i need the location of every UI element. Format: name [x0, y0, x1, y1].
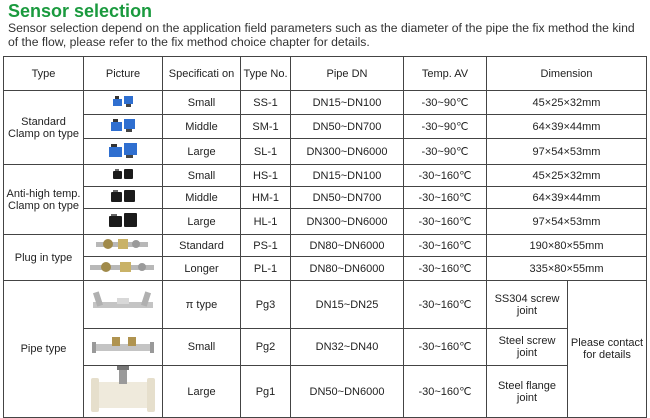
picture-cell	[84, 235, 163, 257]
header-type: Type	[4, 57, 84, 91]
spec-cell: Large	[163, 139, 241, 165]
blue-clamp-sensor-icon	[110, 117, 136, 133]
temp-cell: -30~160℃	[404, 187, 487, 209]
dimension-cell: 45×25×32mm	[487, 165, 647, 187]
table-row	[4, 209, 647, 235]
spec-cell: π type	[163, 281, 241, 329]
dimension-cell: 190×80×55mm	[487, 235, 647, 257]
header-picture: Picture	[84, 57, 163, 91]
header-specification: Specificati on	[163, 57, 241, 91]
plug-in-sensor-icon	[88, 258, 158, 276]
picture-cell	[84, 187, 163, 209]
intro-text: Sensor selection depend on the application field parameters such as the diameter of the pipe the fix method the kind of the flow, please refer to the fix method choice chapter for details.	[8, 21, 635, 49]
table-row	[4, 281, 647, 329]
dimension-cell: 335×80×55mm	[487, 257, 647, 281]
group-standard-clamp: Standard Clamp on type	[4, 91, 84, 165]
table-row	[4, 115, 647, 139]
pipe-dn-cell: DN300~DN6000	[291, 209, 404, 235]
joint-cell: Steel screw joint	[487, 329, 568, 366]
dimension-cell: 64×39×44mm	[487, 187, 647, 209]
spec-cell: Middle	[163, 115, 241, 139]
pipe-dn-cell: DN32~DN40	[291, 329, 404, 366]
pipe-dn-cell: DN50~DN6000	[291, 366, 404, 418]
type-no-cell: SS-1	[241, 91, 291, 115]
spec-cell: Standard	[163, 235, 241, 257]
flange-pipe-sensor-icon	[87, 366, 159, 414]
picture-cell	[84, 165, 163, 187]
picture-cell	[84, 257, 163, 281]
pi-pipe-sensor-icon	[87, 288, 159, 318]
type-no-cell: SM-1	[241, 115, 291, 139]
picture-cell	[84, 91, 163, 115]
pipe-dn-cell: DN50~DN700	[291, 115, 404, 139]
pipe-dn-cell: DN80~DN6000	[291, 257, 404, 281]
temp-cell: -30~160℃	[404, 165, 487, 187]
small-pipe-sensor-icon	[90, 333, 156, 359]
pipe-dn-cell: DN300~DN6000	[291, 139, 404, 165]
pipe-dn-cell: DN80~DN6000	[291, 235, 404, 257]
type-no-cell: SL-1	[241, 139, 291, 165]
table-row	[4, 165, 647, 187]
dimension-cell: 97×54×53mm	[487, 139, 647, 165]
spec-cell: Large	[163, 366, 241, 418]
type-no-cell: Pg2	[241, 329, 291, 366]
pipe-dn-cell: DN15~DN100	[291, 165, 404, 187]
table-row	[4, 235, 647, 257]
blue-clamp-sensor-icon	[112, 94, 134, 108]
temp-cell: -30~160℃	[404, 366, 487, 418]
type-no-cell: HM-1	[241, 187, 291, 209]
dimension-cell: 64×39×44mm	[487, 115, 647, 139]
blue-clamp-sensor-icon	[108, 141, 138, 159]
group-plug-in: Plug in type	[4, 235, 84, 281]
table-row	[4, 366, 647, 418]
pipe-dn-cell: DN15~DN100	[291, 91, 404, 115]
type-no-cell: PL-1	[241, 257, 291, 281]
dimension-cell: 97×54×53mm	[487, 209, 647, 235]
joint-cell: SS304 screw joint	[487, 281, 568, 329]
temp-cell: -30~90℃	[404, 91, 487, 115]
dimension-cell: 45×25×32mm	[487, 91, 647, 115]
black-clamp-sensor-icon	[110, 188, 136, 204]
black-clamp-sensor-icon	[108, 211, 138, 229]
table-row	[4, 329, 647, 366]
header-type-no: Type No.	[241, 57, 291, 91]
header-row	[4, 57, 647, 91]
page-title: Sensor selection	[8, 1, 153, 21]
picture-cell	[84, 366, 163, 418]
temp-cell: -30~160℃	[404, 281, 487, 329]
pipe-dn-cell: DN15~DN25	[291, 281, 404, 329]
spec-cell: Large	[163, 209, 241, 235]
group-high-temp: Anti-high temp. Clamp on type	[4, 165, 84, 235]
picture-cell	[84, 139, 163, 165]
picture-cell	[84, 115, 163, 139]
pipe-dn-cell: DN50~DN700	[291, 187, 404, 209]
temp-cell: -30~160℃	[404, 209, 487, 235]
table-row	[4, 257, 647, 281]
spec-cell: Middle	[163, 187, 241, 209]
contact-note: Please contact for details	[568, 281, 647, 418]
table-row	[4, 139, 647, 165]
group-pipe-type: Pipe type	[4, 281, 84, 418]
header-dimension: Dimension	[487, 57, 647, 91]
black-clamp-sensor-icon	[112, 167, 134, 181]
header-temp: Temp. AV	[404, 57, 487, 91]
sensor-selection-table	[3, 56, 647, 418]
type-no-cell: Pg1	[241, 366, 291, 418]
table-row	[4, 187, 647, 209]
picture-cell	[84, 209, 163, 235]
type-no-cell: HS-1	[241, 165, 291, 187]
spec-cell: Small	[163, 165, 241, 187]
temp-cell: -30~160℃	[404, 329, 487, 366]
picture-cell	[84, 329, 163, 366]
picture-cell	[84, 281, 163, 329]
table-row	[4, 91, 647, 115]
temp-cell: -30~90℃	[404, 115, 487, 139]
header-pipe-dn: Pipe DN	[291, 57, 404, 91]
spec-cell: Small	[163, 91, 241, 115]
type-no-cell: HL-1	[241, 209, 291, 235]
type-no-cell: PS-1	[241, 235, 291, 257]
joint-cell: Steel flange joint	[487, 366, 568, 418]
spec-cell: Longer	[163, 257, 241, 281]
temp-cell: -30~90℃	[404, 139, 487, 165]
type-no-cell: Pg3	[241, 281, 291, 329]
spec-cell: Small	[163, 329, 241, 366]
temp-cell: -30~160℃	[404, 257, 487, 281]
temp-cell: -30~160℃	[404, 235, 487, 257]
plug-in-sensor-icon	[94, 235, 152, 253]
